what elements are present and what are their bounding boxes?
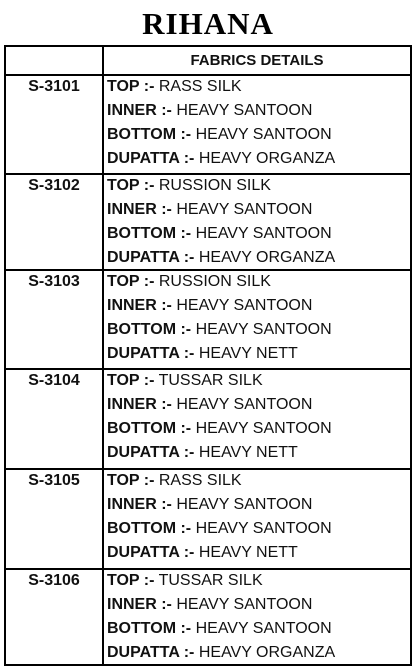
design-code: S-3101: [28, 78, 80, 95]
page-title: RIHANA: [142, 6, 274, 41]
fabric-line: [107, 572, 263, 590]
table-row: [6, 368, 410, 470]
fabric-part-label: INNER :-: [107, 496, 172, 513]
fabric-line: [107, 496, 312, 514]
fabric-line: [107, 544, 298, 562]
fabric-part-label: INNER :-: [107, 396, 172, 413]
fabric-part-label: TOP :-: [107, 273, 155, 290]
fabric-line: [107, 297, 312, 315]
fabric-line: [107, 150, 335, 168]
fabric-part-label: TOP :-: [107, 572, 155, 589]
fabric-value: HEAVY SANTOON: [195, 520, 332, 537]
fabric-value: TUSSAR SILK: [158, 572, 263, 589]
fabric-line: [107, 420, 332, 438]
fabric-line: [107, 249, 335, 267]
fabric-line: [107, 644, 335, 662]
design-code: S-3103: [28, 273, 80, 290]
fabric-line: [107, 345, 298, 363]
fabric-part-label: BOTTOM :-: [107, 420, 192, 437]
fabric-part-label: DUPATTA :-: [107, 150, 195, 167]
fabric-value: HEAVY SANTOON: [176, 396, 313, 413]
fabric-part-label: DUPATTA :-: [107, 249, 195, 266]
fabric-value: HEAVY SANTOON: [195, 321, 332, 338]
fabric-part-label: TOP :-: [107, 472, 155, 489]
fabric-part-label: BOTTOM :-: [107, 225, 192, 242]
fabric-value: HEAVY SANTOON: [176, 596, 313, 613]
table-row: [6, 74, 410, 175]
fabric-part-label: DUPATTA :-: [107, 544, 195, 561]
design-code: S-3105: [28, 472, 80, 489]
fabric-line: [107, 201, 312, 219]
fabric-value: TUSSAR SILK: [158, 372, 263, 389]
fabric-line: [107, 102, 312, 120]
fabric-value: HEAVY SANTOON: [195, 126, 332, 143]
fabric-value: HEAVY NETT: [198, 345, 298, 362]
fabric-part-label: BOTTOM :-: [107, 520, 192, 537]
fabric-line: [107, 126, 332, 144]
fabric-line: [107, 177, 271, 195]
fabric-line: [107, 444, 298, 462]
fabric-value: RASS SILK: [158, 472, 242, 489]
fabric-part-label: BOTTOM :-: [107, 126, 192, 143]
fabric-part-label: TOP :-: [107, 78, 155, 95]
table-header: [6, 47, 410, 76]
fabric-value: RUSSION SILK: [158, 177, 271, 194]
fabric-part-label: BOTTOM :-: [107, 620, 192, 637]
fabric-value: HEAVY SANTOON: [195, 620, 332, 637]
fabric-part-label: DUPATTA :-: [107, 644, 195, 661]
fabric-part-label: DUPATTA :-: [107, 345, 195, 362]
fabric-value: HEAVY SANTOON: [195, 420, 332, 437]
fabric-value: HEAVY SANTOON: [195, 225, 332, 242]
fabric-line: [107, 78, 242, 96]
table-header-label: FABRICS DETAILS: [190, 52, 324, 69]
fabric-line: [107, 396, 312, 414]
fabric-line: [107, 596, 312, 614]
table-row: [6, 173, 410, 271]
fabric-value: HEAVY ORGANZA: [198, 644, 336, 661]
table-row: [6, 568, 410, 666]
fabric-line: [107, 372, 263, 390]
fabric-part-label: INNER :-: [107, 102, 172, 119]
fabric-part-label: INNER :-: [107, 297, 172, 314]
fabric-part-label: TOP :-: [107, 177, 155, 194]
fabric-part-label: INNER :-: [107, 596, 172, 613]
fabric-part-label: DUPATTA :-: [107, 444, 195, 461]
fabric-value: RUSSION SILK: [158, 273, 271, 290]
table-row: [6, 269, 410, 370]
fabrics-table: [4, 45, 412, 666]
fabric-line: [107, 520, 332, 538]
fabric-part-label: BOTTOM :-: [107, 321, 192, 338]
fabric-line: [107, 273, 271, 291]
design-code: S-3104: [28, 372, 80, 389]
fabric-part-label: TOP :-: [107, 372, 155, 389]
fabric-value: HEAVY ORGANZA: [198, 249, 336, 266]
fabric-value: HEAVY SANTOON: [176, 496, 313, 513]
design-code: S-3106: [28, 572, 80, 589]
fabric-part-label: INNER :-: [107, 201, 172, 218]
fabric-line: [107, 225, 332, 243]
fabric-value: HEAVY SANTOON: [176, 102, 313, 119]
fabric-value: HEAVY NETT: [198, 544, 298, 561]
fabric-value: HEAVY ORGANZA: [198, 150, 336, 167]
fabric-line: [107, 620, 332, 638]
fabric-line: [107, 321, 332, 339]
table-row: [6, 468, 410, 570]
fabric-value: HEAVY NETT: [198, 444, 298, 461]
fabric-line: [107, 472, 242, 490]
fabric-value: HEAVY SANTOON: [176, 201, 313, 218]
fabric-value: RASS SILK: [158, 78, 242, 95]
fabric-value: HEAVY SANTOON: [176, 297, 313, 314]
design-code: S-3102: [28, 177, 80, 194]
